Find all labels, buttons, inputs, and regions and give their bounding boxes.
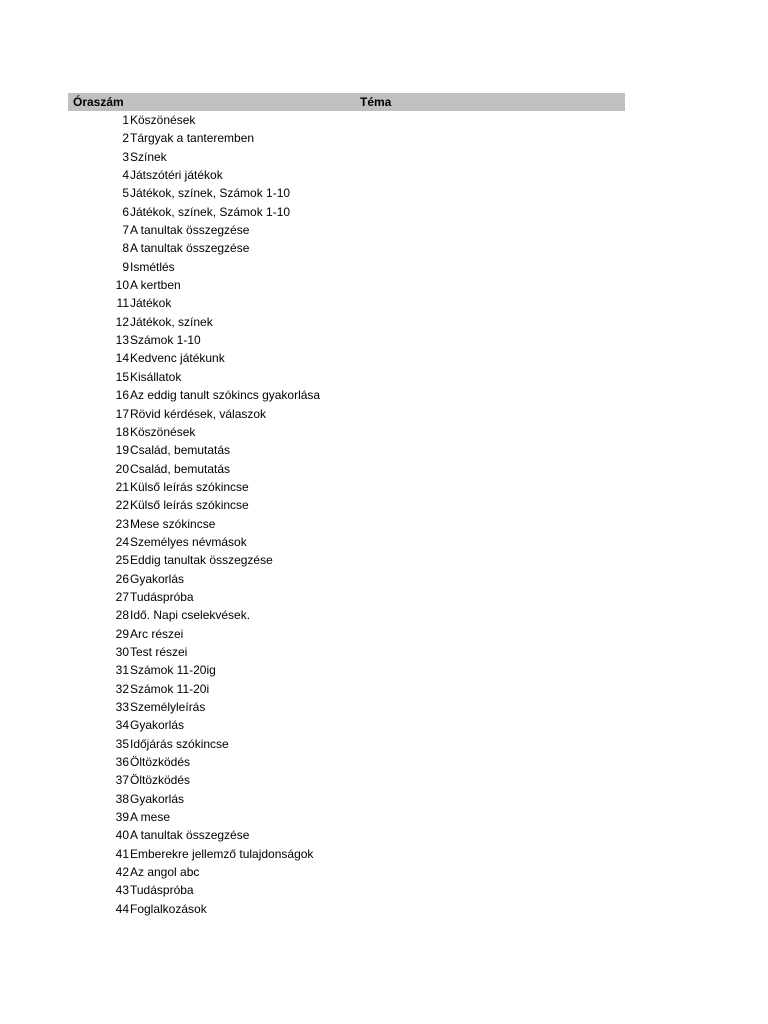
lesson-number-cell: 34 [115, 718, 129, 733]
table-row [68, 349, 625, 367]
table-row [68, 258, 625, 276]
lesson-number-cell: 10 [115, 278, 129, 293]
lesson-topic-cell: Foglalkozások [130, 901, 207, 916]
table-row [68, 166, 625, 184]
table-row [68, 606, 625, 624]
table-row [68, 716, 625, 734]
lesson-topic-cell: Külső leírás szókincse [130, 498, 249, 513]
table-body [68, 111, 625, 918]
table-row [68, 881, 625, 899]
table-row [68, 515, 625, 533]
lesson-number-cell: 21 [115, 479, 129, 494]
lesson-number-cell: 41 [115, 846, 129, 861]
table-row [68, 221, 625, 239]
table-row [68, 460, 625, 478]
table-row [68, 533, 625, 551]
table-row [68, 588, 625, 606]
lesson-number-cell: 38 [115, 791, 129, 806]
lesson-topic-cell: Az angol abc [130, 865, 200, 880]
lesson-number-cell: 9 [122, 259, 129, 274]
lesson-number-cell: 16 [115, 388, 129, 403]
lesson-number-cell: 39 [115, 810, 129, 825]
table-row [68, 661, 625, 679]
lesson-number-cell: 33 [115, 700, 129, 714]
lesson-topic-cell: Test részei [130, 644, 188, 659]
lesson-number-cell: 31 [115, 663, 129, 678]
table-row [68, 735, 625, 753]
lesson-topic-cell: Színek [130, 149, 167, 164]
table-row [68, 405, 625, 423]
lesson-topic-cell: Kedvenc játékunk [130, 351, 225, 366]
lesson-number-cell: 23 [115, 516, 129, 531]
lesson-topic-cell: Személyes névmások [130, 534, 247, 549]
lesson-number-cell: 15 [115, 369, 129, 384]
table-row [68, 331, 625, 349]
lesson-number-cell: 13 [115, 333, 129, 348]
lesson-topic-cell: Köszönések [130, 424, 196, 439]
lesson-topic-cell: Mese szókincse [130, 516, 216, 531]
lesson-topic-cell: Személyleírás [130, 700, 206, 714]
table-row [68, 313, 625, 331]
table-row [68, 423, 625, 441]
lesson-topic-cell: Öltözködés [130, 773, 191, 788]
lesson-number-cell: 43 [115, 883, 129, 898]
lesson-number-cell: 29 [115, 626, 129, 641]
lesson-number-cell: 28 [115, 608, 129, 623]
lesson-number-cell: 20 [115, 461, 129, 476]
lesson-number-cell: 11 [116, 296, 129, 311]
table-row [68, 368, 625, 386]
lesson-topic-cell: A tanultak összegzése [130, 223, 250, 238]
lesson-number-cell: 19 [115, 443, 129, 458]
lesson-number-cell: 37 [115, 773, 129, 788]
lesson-plan-table [68, 93, 625, 918]
lesson-topic-cell: Emberekre jellemző tulajdonságok [130, 846, 314, 861]
table-row [68, 239, 625, 257]
lesson-topic-cell: Gyakorlás [130, 718, 185, 733]
lesson-number-cell: 32 [115, 681, 129, 696]
lesson-topic-cell: Játékok, színek, Számok 1-10 [130, 204, 291, 219]
lesson-topic-cell: Család, bemutatás [130, 443, 231, 458]
table-row [68, 478, 625, 496]
table-row [68, 111, 625, 129]
table-row [68, 148, 625, 166]
lesson-topic-cell: A kertben [130, 278, 181, 293]
lesson-number-cell: 24 [115, 534, 129, 549]
lesson-number-cell: 14 [115, 351, 129, 366]
lesson-topic-cell: Játékok [130, 296, 172, 311]
lesson-topic-cell: Köszönések [130, 113, 196, 127]
lesson-topic-cell: Számok 11-20ig [130, 663, 216, 678]
lesson-topic-cell: Tárgyak a tanteremben [130, 131, 255, 146]
lesson-number-cell: 36 [115, 755, 129, 770]
lesson-number-cell: 2 [122, 131, 129, 146]
table-row [68, 129, 625, 147]
lesson-number-cell: 8 [122, 241, 129, 256]
lesson-topic-cell: Játékok, színek, Számok 1-10 [130, 186, 291, 201]
lesson-number-cell: 1 [122, 113, 129, 127]
lesson-number-cell: 27 [115, 589, 129, 604]
lesson-topic-cell: Számok 11-20i [130, 681, 210, 696]
lesson-topic-cell: Rövid kérdések, válaszok [130, 406, 267, 421]
table-row [68, 753, 625, 771]
table-row [68, 496, 625, 514]
lesson-topic-cell: A mese [130, 810, 171, 825]
lesson-topic-cell: A tanultak összegzése [130, 828, 250, 843]
table-row [68, 771, 625, 789]
lesson-topic-cell: Tudáspróba [130, 883, 194, 898]
lesson-number-cell: 3 [122, 149, 129, 164]
table-row [68, 900, 625, 918]
lesson-topic-cell: Gyakorlás [130, 791, 185, 806]
lesson-number-cell: 40 [115, 828, 129, 843]
lesson-number-cell: 42 [115, 865, 129, 880]
lesson-number-cell: 30 [115, 644, 129, 659]
lesson-number-cell: 12 [115, 314, 129, 329]
lesson-topic-cell: Család, bemutatás [130, 461, 231, 476]
lesson-topic-cell: Az eddig tanult szókincs gyakorlása [130, 388, 321, 403]
lesson-topic-cell: Ismétlés [130, 259, 175, 274]
table-row [68, 808, 625, 826]
table-row [68, 845, 625, 863]
table-row [68, 826, 625, 844]
lesson-number-cell: 22 [115, 498, 129, 513]
column-header-number: Óraszám [73, 95, 124, 109]
table-row [68, 790, 625, 808]
lesson-topic-cell: Játszótéri játékok [130, 168, 223, 183]
lesson-topic-cell: Idő. Napi cselekvések. [130, 608, 251, 623]
table-row [68, 625, 625, 643]
lesson-number-cell: 17 [115, 406, 129, 421]
table-header-row [68, 93, 625, 111]
lesson-number-cell: 18 [115, 424, 129, 439]
lesson-topic-cell: Öltözködés [130, 755, 191, 770]
table-row [68, 386, 625, 404]
table-row [68, 570, 625, 588]
lesson-number-cell: 44 [115, 901, 129, 916]
table-row [68, 203, 625, 221]
lesson-topic-cell: Kisállatok [130, 369, 182, 384]
lesson-number-cell: 25 [115, 553, 129, 568]
lesson-number-cell: 35 [115, 736, 129, 751]
table-row [68, 294, 625, 312]
table-row [68, 441, 625, 459]
lesson-topic-cell: Arc részei [130, 626, 184, 641]
table-row [68, 551, 625, 569]
column-header-topic: Téma [360, 95, 392, 109]
table-row [68, 698, 625, 716]
table-row [68, 184, 625, 202]
lesson-number-cell: 4 [122, 168, 129, 183]
lesson-number-cell: 26 [115, 571, 129, 586]
lesson-topic-cell: Eddig tanultak összegzése [130, 553, 273, 568]
table-row [68, 643, 625, 661]
lesson-topic-cell: Játékok, színek [130, 314, 213, 329]
lesson-number-cell: 7 [122, 223, 129, 238]
lesson-topic-cell: Gyakorlás [130, 571, 185, 586]
table-row [68, 680, 625, 698]
lesson-topic-cell: Számok 1-10 [130, 333, 201, 348]
lesson-topic-cell: Tudáspróba [130, 589, 194, 604]
table-row [68, 863, 625, 881]
lesson-number-cell: 6 [122, 204, 129, 219]
lesson-number-cell: 5 [122, 186, 129, 201]
table-row [68, 276, 625, 294]
lesson-topic-cell: A tanultak összegzése [130, 241, 250, 256]
lesson-topic-cell: Időjárás szókincse [130, 736, 229, 751]
lesson-topic-cell: Külső leírás szókincse [130, 479, 249, 494]
